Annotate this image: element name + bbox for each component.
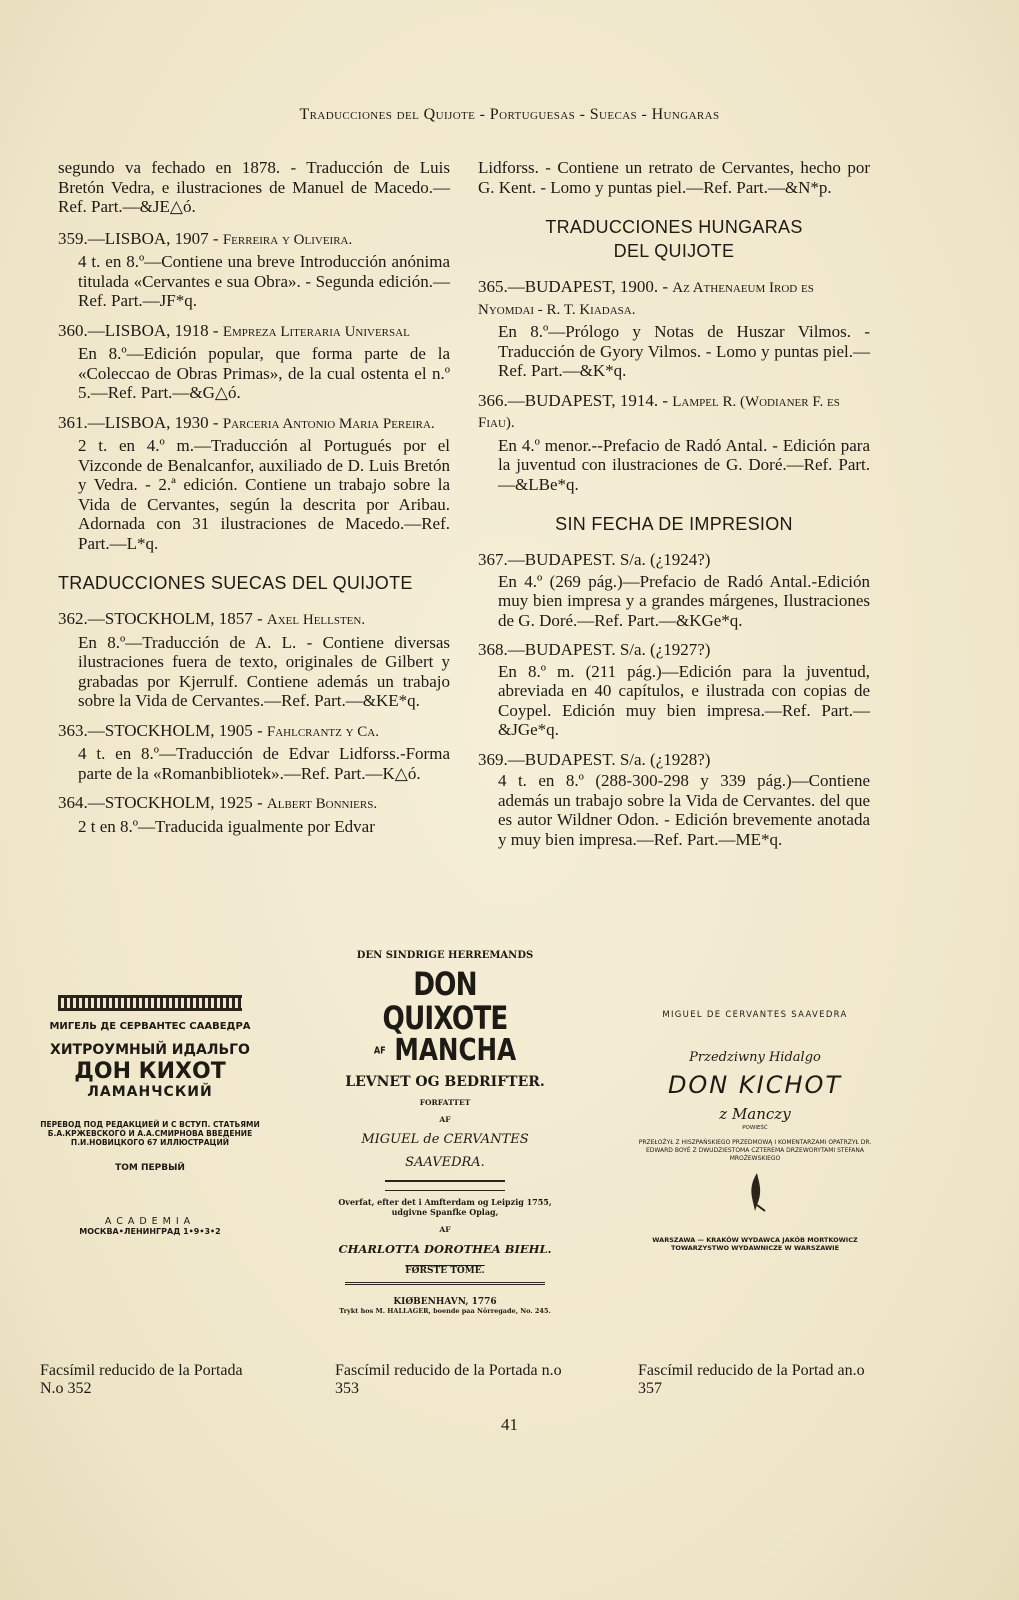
facsimile-title-line [355, 1035, 535, 1068]
catalog-entry-367 [478, 550, 870, 630]
entry-publisher: Albert Bonniers. [266, 796, 378, 812]
facsimile-volume: ТОМ ПЕРВЫЙ [115, 1163, 185, 1173]
section-title-swedish: TRADUCCIONES SUECAS DEL QUIJOTE [58, 573, 413, 593]
facsimile-publisher: ACADEMIA [104, 1216, 196, 1227]
entry-body: 2 t en 8.º—Traducida igualmente por Edvar [78, 816, 375, 836]
entry-heading: 364.—STOCKHOLM, 1925 - [58, 793, 267, 812]
entry-body: En 8.º m. (211 pág.)—Edición para la juventud, abreviada en 40 capítulos, e ilustrada con copias de Coypel. Edición muy bien impresa.—Ref. Part.—&JGe*q. [498, 661, 870, 739]
entry-heading: 360.—LISBOA, 1918 - [58, 320, 223, 340]
catalog-entry-359 [58, 229, 450, 311]
facsimile-af: AF [373, 1045, 386, 1057]
facsimile-af: AF [439, 1114, 451, 1124]
facsimile-credits: ПЕРЕВОД ПОД РЕДАКЦИЕЙ И С ВСТУП. СТАТЬЯМИ Б.А.КРЖЕВСКОГО И А.А.СМИРНОВА ВВЕДЕНИЕ П.И.НОВИЦКОГО 67 ИЛЛЮСТРАЦИЙ [40, 1120, 260, 1147]
facsimile-publisher-place: МОСКВА•ЛЕНИНГРАД 1•9•3•2 [79, 1227, 221, 1236]
entry-body: En 8.º—Prólogo y Notas de Huszar Vilmos. - Traducción de Gyory Vilmos. - Lomo y puntas piel.—Ref. Part.—&K*q. [498, 322, 870, 380]
entry-heading: 368.—BUDAPEST. S/a. (¿1927?) [478, 640, 711, 659]
left-column [58, 158, 450, 846]
entry-publisher: Parceria Antonio Maria Pereira. [222, 415, 435, 432]
facsimile-caption: Facsímil reducido de la Portada N.o 352 [40, 1362, 243, 1397]
entry-heading: 359.—LISBOA, 1907 - [58, 228, 223, 248]
facsimile-title: ДОН КИХОТ [74, 1059, 226, 1084]
entry-heading: 361.—LISBOA, 1930 - [58, 412, 223, 432]
continuation-text: segundo va fechado en 1878. - Traducción de Luis Bretón Vedra, e ilustraciones de Manuel de Macedo.—Ref. Part.—&JE△ó. [58, 158, 450, 216]
entry-heading: 366.—BUDAPEST, 1914. - [478, 390, 673, 410]
facsimile-credits: PRZEŁOŻYŁ Z HISZPAŃSKIEGO PRZEDMOWĄ I KOMENTARZAMI OPATRZYŁ DR. EDWARD BOYÉ Z DWUDZIESTOMA CZTEREMA DRZEWORYTAMI STEFANA MROŻEWSKIEGO [638, 1139, 872, 1162]
entry-heading: 365.—BUDAPEST, 1900. - [478, 277, 673, 296]
facsimile-mancha: MANCHA [394, 1033, 517, 1068]
right-column [478, 158, 870, 859]
entry-heading: 362.—STOCKHOLM, 1857 - [58, 609, 267, 628]
facsimile-translator: CHARLOTTA DOROTHEA BIEHL. [338, 1241, 552, 1256]
facsimile-author: MIGUEL de CERVANTES [361, 1131, 529, 1147]
entry-heading: 363.—STOCKHOLM, 1905 - [58, 720, 267, 740]
entry-publisher: Ferreira y Oliveira. [222, 231, 353, 248]
facsimile-title: DON KICHOT [667, 1071, 843, 1099]
facsimile-title-line: ХИТРОУМНЫЙ ИДАЛЬГО [50, 1042, 250, 1058]
entry-body: 4 t. en 8.º—Contiene una breve Introducción anónima titulada «Cervantes e sua Obra». - Segunda edición.—Ref. Part.—JF*q. [78, 252, 450, 310]
facsimile-caption: Fascímil reducido de la Portad an.o 357 [638, 1362, 865, 1397]
facsimile-polish-title-page [635, 950, 875, 1252]
facsimile-note: Overfat, efter det i Amfterdam og Leipzig 1755, udgivne Spanfke Oplag, [338, 1196, 552, 1217]
facsimile-russian-title-page [40, 950, 260, 1236]
quill-emblem-icon [635, 1169, 875, 1222]
facsimile-title: DON QUIXOTE [382, 965, 508, 1037]
catalog-entry-364 [58, 793, 450, 836]
entry-body: En 8.º—Edición popular, que forma parte de la «Coleccao de Obras Primas», de la cual ostenta el n.º 5.—Ref. Part.—&G△ó. [78, 344, 450, 402]
facsimile-af: AF [439, 1224, 451, 1234]
entry-heading: 369.—BUDAPEST. S/a. (¿1928?) [478, 749, 711, 769]
catalog-entry-363 [58, 721, 450, 784]
entry-body: 4 t. en 8.º—Traducción de Edvar Lidforss.-Forma parte de la «Romanbibliotek».—Ref. Part.—K△ó. [78, 744, 450, 783]
catalog-entry-360 [58, 321, 450, 403]
facsimile-title-line: z Manczy [719, 1105, 791, 1123]
facsimile-author: MIGUEL DE CERVANTES SAAVEDRA [662, 1010, 848, 1020]
entry-publisher: Lampel R. (Wodianer F. es Fiau). [478, 393, 840, 431]
facsimile-forfattet: FORFATTET [419, 1097, 471, 1107]
facsimile-title-line: DEN SINDRIGE HERREMANDS [356, 950, 534, 961]
entry-publisher: Empreza Literaria Universal [222, 323, 410, 340]
facsimile-volume: FØRSTE TOME. [405, 1265, 485, 1276]
facsimile-caption: Fascímil reducido de la Portada n.o 353 [335, 1362, 562, 1397]
section-title-undated: SIN FECHA DE IMPRESION [555, 514, 793, 534]
facsimile-city: KIØBENHAVN, 1776 [393, 1296, 497, 1307]
ornamental-rule [345, 1282, 545, 1291]
entry-body: 2 t. en 4.º m.—Traducción al Portugués por el Vizconde de Benalcanfor, auxiliado de D. Luis Bretón y Vedra. - 2.ª edición. Contiene un trabajo sobre la Vida de Cervantes, según la descrita por Aribau. Adornada con 31 ilustraciones de Macedo.—Ref. Part.—L*q. [78, 436, 450, 553]
entry-body: En 4.º (269 pág.)—Prefacio de Radó Antal.-Edición muy bien impresa y a grandes márgenes, Ilustraciones de G. Doré.—Ref. Part.—&KGe*q. [498, 571, 870, 630]
entry-publisher: Az Athenaeum Irod es Nyomdai - R. T. Kiadasa. [478, 280, 814, 318]
continuation-text: Lidforss. - Contiene un retrato de Cervantes, hecho por G. Kent. - Lomo y puntas piel.—Ref. Part.—&N*p. [478, 158, 870, 197]
page-number: 41 [501, 1415, 518, 1434]
entry-heading: 367.—BUDAPEST. S/a. (¿1924?) [478, 550, 711, 569]
facsimile-author: МИГЕЛЬ ДЕ СЕРВАНТЕС СААВЕДРА [49, 1021, 251, 1032]
entry-body: En 4.º menor.--Prefacio de Radó Antal. - Edición para la juventud con ilustraciones de G. Doré.—Ref. Part.—&LBe*q. [498, 435, 870, 494]
catalog-entry-361 [58, 413, 450, 554]
facsimile-imprint: WARSZAWA — KRAKÓW WYDAWCA JAKÓB MORTKOWICZ TOWARZYSTWO WYDAWNICZE W WARSZAWIE [652, 1236, 858, 1252]
section-title-hungarian [478, 215, 870, 263]
facsimile-subtitle: LEVNET OG BEDRIFTER. [345, 1073, 545, 1090]
facsimile-title-line: Przedziwny Hidalgo [689, 1050, 821, 1065]
ornamental-border [58, 995, 242, 1011]
catalog-entry-365 [478, 277, 870, 381]
section-title-line: TRADUCCIONES HUNGARAS [545, 217, 803, 237]
entry-publisher: Fahlcrantz y Ca. [266, 723, 379, 740]
catalog-entry-369 [478, 750, 870, 850]
catalog-entry-366 [478, 391, 870, 495]
facsimile-title-line: ЛАМАНЧСКИЙ [87, 1084, 213, 1100]
catalog-entry-368 [478, 640, 870, 740]
entry-publisher: Axel Hellsten. [266, 612, 366, 628]
facsimile-genre: POWIEŚĆ [742, 1125, 768, 1131]
entry-body: 4 t. en 8.º (288-300-298 y 339 pág.)—Contiene además un trabajo sobre la Vida de Cervantes. del que es autor Wildner Odon. - Edición brevemente anotada y muy bien impresa.—Ref. Part.—ME*q. [498, 771, 870, 849]
catalog-entry-362 [58, 609, 450, 711]
running-head: Traducciones del Quijote - Portuguesas - Suecas - Hungaras [299, 106, 720, 123]
ornamental-rule [385, 1180, 505, 1191]
facsimile-danish-title-page [335, 950, 555, 1315]
section-title-line: DEL QUIJOTE [613, 241, 735, 261]
facsimile-author: SAAVEDRA. [405, 1154, 485, 1170]
entry-body: En 8.º—Traducción de A. L. - Contiene diversas ilustraciones fuera de texto, originales de Gilbert y grabadas por Kjerrulf. Contiene además un trabajo sobre la Vida de Cervantes.—Ref. Part.—&KE*q. [78, 632, 450, 710]
facsimile-imprint: Trykt hos M. HALLAGER, boende paa Nörregade, No. 245. [339, 1306, 551, 1315]
